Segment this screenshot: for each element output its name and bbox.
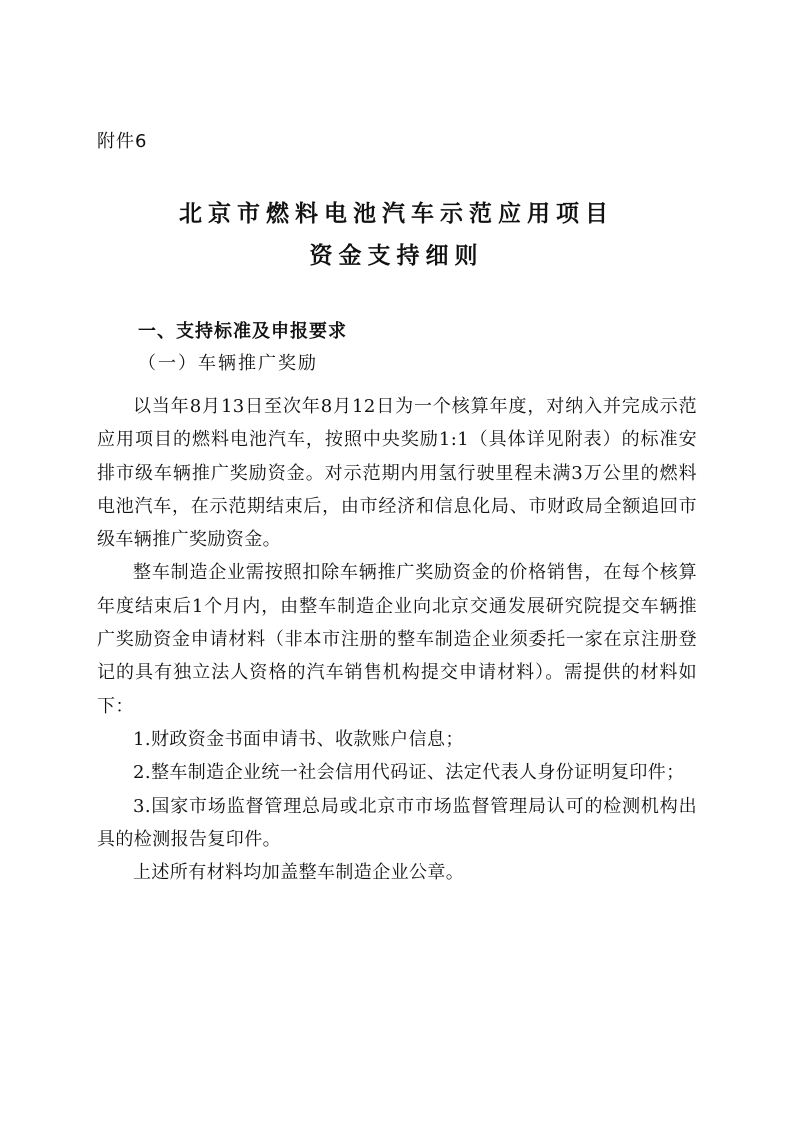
- document-title-line-2: 资金支持细则: [309, 242, 484, 269]
- subsection-heading: （一）车辆推广奖励: [138, 353, 318, 374]
- section-heading: 一、支持标准及申报要求: [138, 321, 347, 342]
- list-item-application-letter: 1.财政资金书面申请书、收款账户信息；: [133, 728, 464, 750]
- paragraph-application-procedure: 整车制造企业需按照扣除车辆推广奖励资金的价格销售，在每个核算年度结束后1个月内，由整车制造企业向北京交通发展研究院提交车辆推广奖励资金申请材料（非本市注册的整车制造企业须委托一家在京注册登记的具有独立法人资格的汽车销售机构提交申请材料）。需提供的材料如下：: [97, 562, 697, 717]
- attachment-label: 附件6: [97, 131, 148, 152]
- document-title-line-1: 北京市燃料电池汽车示范应用项目: [179, 200, 614, 227]
- body-text: [97, 390, 697, 889]
- paragraph-accounting-year: 以当年8月13日至次年8月12日为一个核算年度，对纳入并完成示范应用项目的燃料电池汽车，按照中央奖励1:1（具体详见附表）的标准安排市级车辆推广奖励资金。对示范期内用氢行驶里程未满3万公里的燃料电池汽车，在示范期结束后，由市经济和信息化局、市财政局全额追回市级车辆推广奖励资金。: [97, 396, 697, 551]
- list-item-credit-code-certificate: 2.整车制造企业统一社会信用代码证、法定代表人身份证明复印件；: [133, 762, 685, 784]
- paragraph-company-seal: 上述所有材料均加盖整车制造企业公章。: [133, 862, 465, 884]
- list-item-test-report: 3.国家市场监督管理总局或北京市市场监督管理局认可的检测机构出具的检测报告复印件。: [97, 795, 697, 850]
